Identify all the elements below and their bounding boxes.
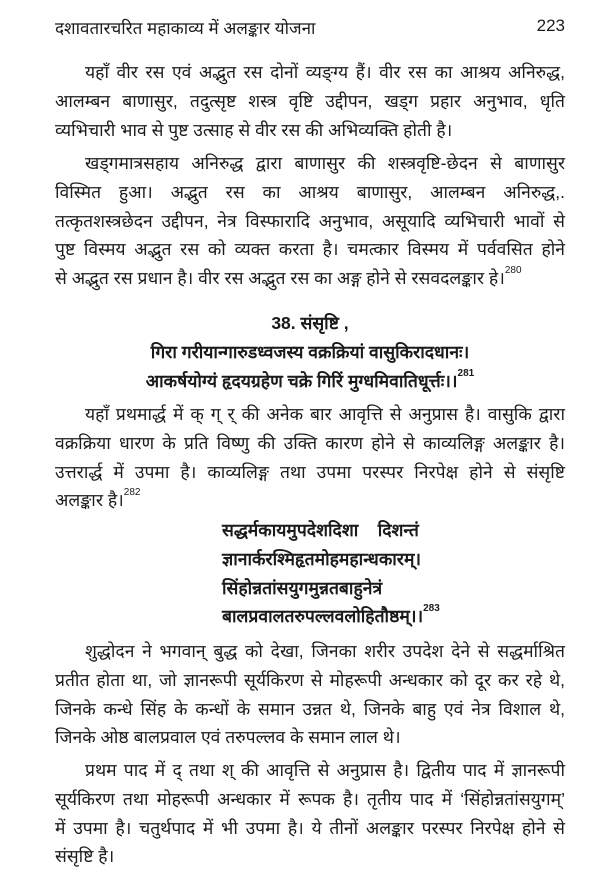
text-line: आलम्बन बाणासुर, तदुत्सृष्ट शस्त्र वृष्टि उद्दीपन, खड्ग प्रहार अनुभाव, धृति: [55, 90, 565, 111]
text-line: [55, 486, 565, 515]
text-line: वक्रक्रिया धारण के प्रति विष्णु की उक्ति कारण होने से काव्यलिङ्ग अलङ्कार है।: [55, 432, 565, 453]
page-number: 223: [536, 16, 565, 35]
verse-line: [55, 367, 565, 396]
verse-line: ज्ञानार्करश्मिहृतमोहमहान्धकारम्।: [222, 548, 422, 569]
text-line: जिनके ओष्ठ बालप्रवाल एवं तरुपल्लव के समान लाल थे।: [55, 727, 401, 748]
text-line: उत्तरार्द्ध में उपमा है। काव्यलिङ्ग तथा उपमा परस्पर निरपेक्ष होने से संसृष्टि: [55, 461, 565, 482]
paragraph-2: [55, 149, 565, 293]
paragraph-4: [55, 637, 565, 752]
running-header: [55, 16, 565, 44]
text-line: संसृष्टि है।: [55, 846, 115, 867]
text: अलङ्कार है।: [55, 490, 124, 511]
verse-line: [222, 602, 552, 631]
text-line: प्रतीत होता था, जो ज्ञानरूपी सूर्यकिरण से मोहरूपी अन्धकार को दूर कर रहे थे,: [55, 669, 565, 690]
section-38: [55, 309, 565, 395]
footnote-ref: 280: [504, 265, 522, 277]
verse-line: गिरा गरीयान्गारुडध्वजस्य वक्रक्रियां वासुकिरादधानः।: [150, 341, 470, 362]
paragraph-1: [55, 58, 565, 144]
paragraph-5: [55, 756, 565, 871]
text-line: तत्कृतशस्त्रछेदन उद्दीपन, नेत्र विस्फारादि अनुभाव, असूयादि व्यभिचारी भावों से: [55, 210, 565, 231]
running-title: दशावतारचरित महाकाव्य में अलङ्कार योजना: [55, 19, 316, 38]
text-line: खड्गमात्रसहाय अनिरुद्ध द्वारा बाणासुर की शस्त्रवृष्टि-छेदन से बाणासुर: [85, 153, 565, 173]
text: बालप्रवालतरुपल्लवलोहितौष्ठम्।।: [222, 606, 424, 627]
text-line: सूर्यकिरण तथा मोहरूपी अन्धकार में रूपक है। तृतीय पाद में ‘सिंहोन्नतांसयुगम्’: [55, 788, 565, 809]
text-line: जिनके कन्धे सिंह के कन्धों के समान उन्नत थे, जिनके बाहु एवं नेत्र विशाल थे,: [55, 698, 565, 719]
section-heading: 38. संसृष्टि ,: [271, 313, 349, 333]
text-line: यहाँ वीर रस एवं अद्भुत रस दोनों व्यङ्ग्य हैं। वीर रस का आश्रय अनिरुद्ध,: [85, 62, 565, 82]
footnote-ref: 281: [457, 367, 475, 379]
footnote-ref: 282: [123, 487, 141, 499]
verse-line: सद्धर्मकायमुपदेशदिशा दिशन्तं: [222, 520, 419, 540]
text-line: में उपमा है। चतुर्थपाद में भी उपमा है। ये तीनों अलङ्कार परस्पर निरपेक्ष होने से: [55, 817, 565, 838]
text-line: प्रथम पाद में द् तथा श् की आवृत्ति से अनुप्रास है। द्वितीय पाद में ज्ञानरूपी: [85, 760, 565, 780]
text-line: विस्मित हुआ। अद्भुत रस का आश्रय बाणासुर, आलम्बन अनिरुद्ध,.: [55, 181, 565, 202]
text-line: पुष्ट विस्मय अद्भुत रस को व्यक्त करता है। चमत्कार विस्मय में पर्ववसित होने: [55, 239, 565, 260]
verse-2: [222, 516, 552, 631]
text-line: व्यभिचारी भाव से पुष्ट उत्साह से वीर रस की अभिव्यक्ति होती है।: [55, 119, 453, 140]
footnote-ref: 283: [423, 603, 440, 615]
text-line: शुद्धोदन ने भगवान् बुद्ध को देखा, जिनका शरीर उपदेश देने से सद्धर्माश्रित: [85, 641, 565, 661]
verse-line: सिंहोन्नतांसयुगमुन्नतबाहुनेत्रं: [222, 577, 383, 598]
text: आकर्षयोग्यं हृदयग्रहेण चक्रे गिरिं मुग्धमिवातिधूर्त्तः।।: [145, 370, 458, 391]
text-line: [55, 264, 565, 293]
paragraph-3: [55, 400, 565, 515]
text: से अद्भुत रस प्रधान है। वीर रस अद्भुत रस का अङ्ग होने से रसवदलङ्कार हे।: [55, 268, 505, 289]
text-line: यहाँ प्रथमार्द्ध में क् ग् र् की अनेक बार आवृत्ति से अनुप्रास है। वासुकि द्वारा: [85, 404, 565, 424]
